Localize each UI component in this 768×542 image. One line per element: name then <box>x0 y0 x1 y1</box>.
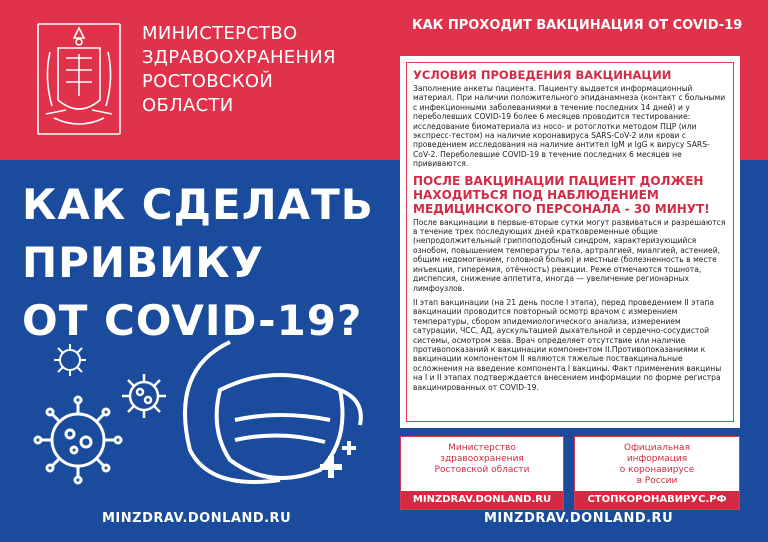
right-website-url[interactable]: MINZDRAV.DONLAND.RU <box>484 511 674 526</box>
ministry-name <box>142 22 336 118</box>
ministry-info-box <box>400 436 564 510</box>
section-observation-title: ПОСЛЕ ВАКЦИНАЦИИ ПАЦИЕНТ ДОЛЖЕН НАХОДИТЬСЯ ПОД НАБЛЮДЕНИЕМ МЕДИЦИНСКОГО ПЕРСОНАЛА - 30 МИНУТ! <box>413 173 710 216</box>
official-info-text <box>575 443 739 487</box>
virus-and-mask-illustration <box>20 330 380 510</box>
info-panel-inner <box>406 62 734 422</box>
virus-icon <box>35 397 121 483</box>
section-stage-two-text: II этап вакцинации (на 21 день после I этапа), перед проведением II этапа вакцинации проводится повторный осмотр врачом с измерением температуры, сбором эпидемиологического анализа, измерением сатурации, ЧСС, АД, аускультацией дыхательной и сердечно-сосудистой системы, осмотром зева. Врач определяет отсутствие или наличие противопоказаний к вакцинации компонентом II.Противопоказаниями к вакцинации компонентом II являются тяжелые поствакцинальные осложнения на введение компонента I вакцины. Факт применения вакцины на I и II этапах подтверждается внесением информации по форме регистра вакцинированных от COVID-19. <box>413 297 722 392</box>
info-panel <box>400 56 740 428</box>
section-conditions-text: Заполнение анкеты пациента. Пациенту выдается информационный материал. При наличии положительного эпиданамнеза (контакт с больными с инфекционными заболеваниями в течение последних 14 дней) и у переболевших COVID-19 более 6 месяцев проводится тестирование: исследование биоматериала из носо- и ротоглотки методом ПЦР (или экспресс-тестом) на наличие коронавируса SARS-CoV-2 или крови с проведением исследования на наличие антител IgM и IgG к вирусу SARS-CoV-2. Переболевшие COVID-19 в течение последних 6 месяцев не прививаются. <box>413 84 726 169</box>
coat-of-arms-icon <box>36 18 122 136</box>
left-website-url[interactable]: MINZDRAV.DONLAND.RU <box>102 511 292 526</box>
virus-icon-small <box>54 344 86 376</box>
face-mask-icon <box>185 342 361 482</box>
ministry-line-4: ОБЛАСТИ <box>142 95 234 116</box>
headline-line-2: ПРИВИКУ <box>22 238 264 287</box>
official-info-box <box>574 436 740 510</box>
headline-line-3: ОТ COVID-19? <box>22 296 363 345</box>
headline-line-1: КАК СДЕЛАТЬ <box>22 180 374 229</box>
official-info-line-3: о коронавирусе <box>619 465 695 475</box>
official-info-line-4: в России <box>636 476 678 486</box>
headline <box>22 176 374 350</box>
ministry-line-2: ЗДРАВООХРАНЕНИЯ <box>142 47 336 68</box>
section-observation-text: После вакцинации в первые-вторые сутки могут развиваться и разрешаются в течение трех последующих дней кратковременные общие (непродолжительный гриппоподобный синдром, характеризующийся ознобом, повышением температуры тела, артралгией, миалгией, астенией, общим недомоганием, головной болью) и местные (болезненность в месте инъекции, гиперемия, отёчность) реакции. Реже отмечаются тошнота, диспепсия, снижение аппетита, иногда — увеличение регионарных лимфоузлов. <box>413 217 726 293</box>
official-info-url[interactable]: СТОПКОРОНАВИРУС.РФ <box>575 491 739 509</box>
ministry-info-text <box>401 443 563 476</box>
ministry-info-url[interactable]: MINZDRAV.DONLAND.RU <box>401 491 563 509</box>
vaccination-title: КАК ПРОХОДИТ ВАКЦИНАЦИЯ ОТ COVID-19 <box>412 18 743 33</box>
ministry-line-3: РОСТОВСКОЙ <box>142 71 274 92</box>
ministry-info-line-2: здравоохранения <box>440 454 524 464</box>
ministry-info-line-1: Министерство <box>448 443 516 453</box>
official-info-line-2: информация <box>626 454 688 464</box>
section-conditions-title: УСЛОВИЯ ПРОВЕДЕНИЯ ВАКЦИНАЦИИ <box>413 68 672 82</box>
ministry-line-1: МИНИСТЕРСТВО <box>142 23 298 44</box>
official-info-line-1: Официальная <box>624 443 690 453</box>
ministry-info-line-3: Ростовской области <box>434 465 530 475</box>
virus-icon-medium <box>122 374 166 418</box>
